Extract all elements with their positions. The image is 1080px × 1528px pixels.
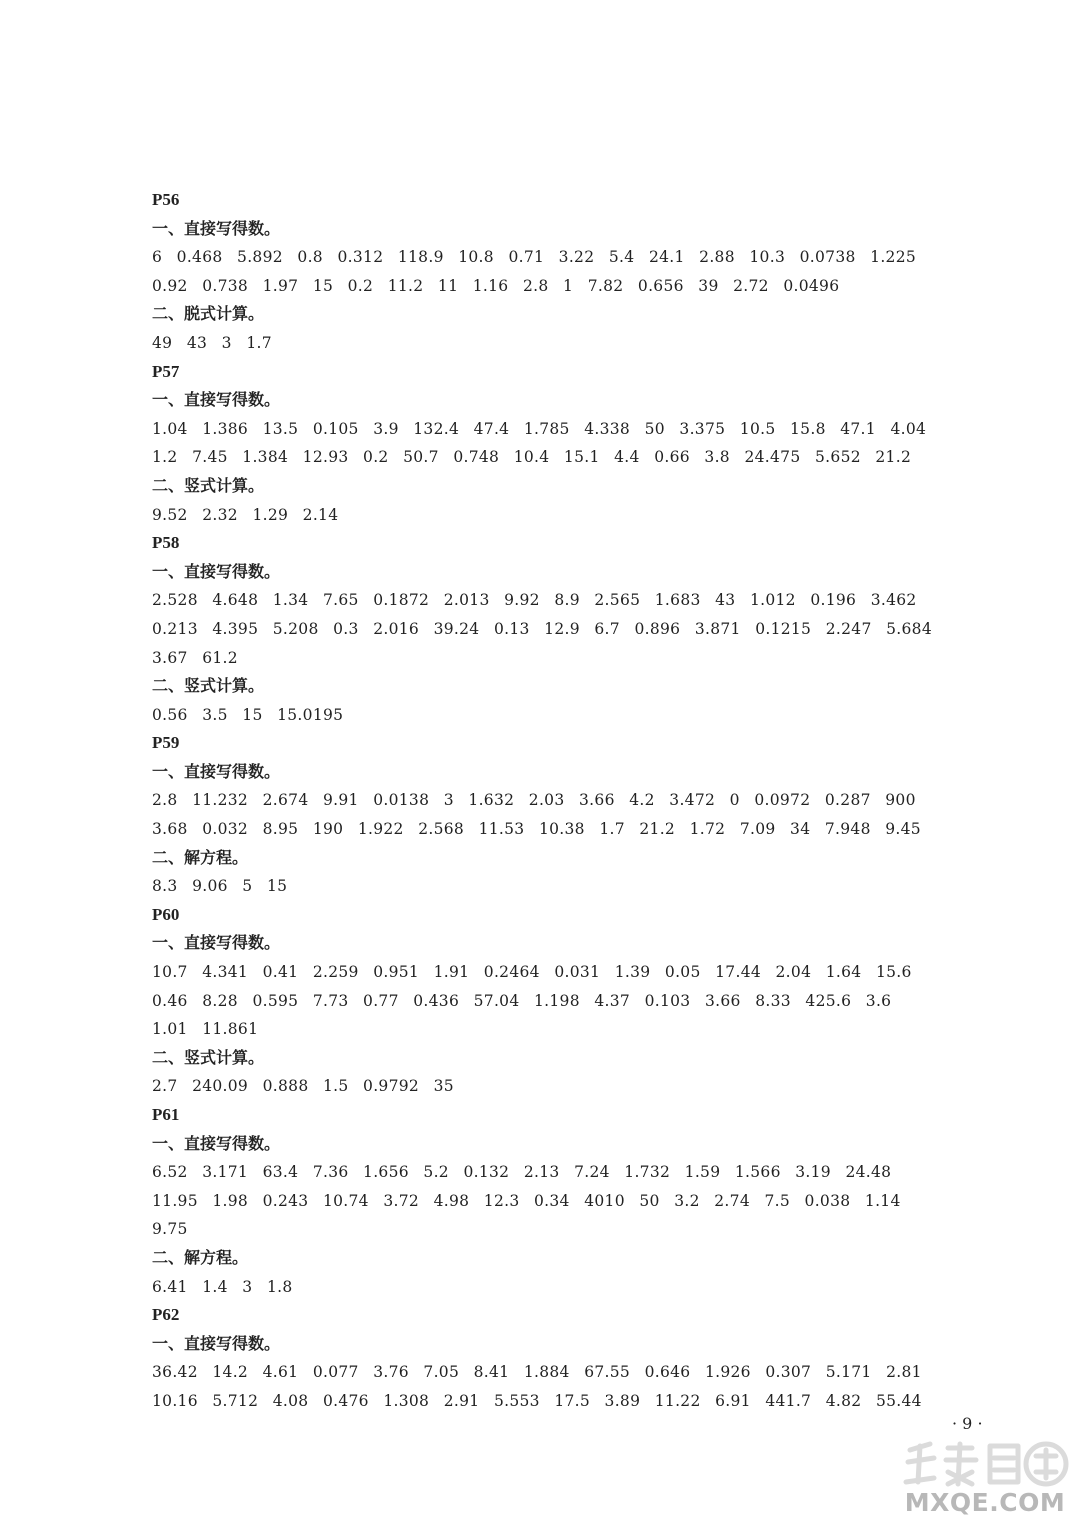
answer-value: 2.8 [522, 276, 549, 295]
answer-value: 12.9 [544, 619, 580, 638]
answer-value: 5 [242, 877, 253, 896]
answer-value: 0.287 [824, 791, 871, 810]
answer-value: 0.038 [804, 1191, 851, 1210]
answer-value: 1.72 [689, 820, 726, 839]
answer-value: 8.95 [262, 820, 299, 839]
section-title: 一、直接写得数。 [152, 390, 281, 410]
answer-value: 7.5 [764, 1191, 791, 1210]
answer-value: 5.553 [493, 1391, 540, 1410]
answer-value: 3.22 [558, 248, 595, 267]
answer-value: 0.34 [534, 1191, 570, 1210]
answer-value: 0.2 [347, 276, 374, 295]
answer-row [152, 958, 1052, 987]
answer-value: 2.32 [202, 505, 238, 524]
section-title: 二、竖式计算。 [152, 475, 265, 495]
answer-value: 10.38 [538, 820, 585, 839]
answer-value: 5.712 [212, 1391, 259, 1410]
answer-value: 0.196 [810, 591, 857, 610]
answer-value: 0.888 [262, 1077, 309, 1096]
page-heading: P58 [152, 533, 180, 553]
answer-value: 35 [433, 1077, 454, 1096]
answer-value: 5.2 [423, 1163, 449, 1182]
answer-value: 7.82 [587, 276, 624, 295]
answer-value: 441.7 [765, 1391, 812, 1410]
answer-value: 1.225 [870, 248, 917, 267]
section-title: 一、直接写得数。 [152, 218, 281, 238]
answer-value: 1.59 [684, 1163, 721, 1182]
answer-value: 0.031 [554, 963, 601, 982]
answer-value: 1.656 [363, 1163, 409, 1182]
answer-value: 1.91 [433, 963, 470, 982]
answer-value: 0.951 [373, 963, 420, 982]
answer-value: 5.684 [886, 619, 932, 638]
answer-value: 0.0138 [373, 791, 430, 810]
answer-value: 9.91 [322, 791, 359, 810]
answer-value: 0.92 [152, 276, 188, 295]
answer-value: 21.2 [875, 448, 912, 467]
answer-value: 1 [563, 276, 574, 295]
answer-value: 0.436 [413, 991, 460, 1010]
answer-value: 8.41 [473, 1363, 510, 1382]
answer-value: 1.012 [749, 591, 796, 610]
answer-value: 2.259 [312, 963, 359, 982]
answer-value: 8.28 [202, 991, 238, 1010]
answer-value: 17.44 [715, 963, 762, 982]
answer-value: 1.884 [523, 1363, 570, 1382]
answer-value: 1.4 [202, 1277, 228, 1296]
answer-value: 7.24 [574, 1163, 610, 1182]
answer-value: 0.476 [322, 1391, 369, 1410]
answer-row [152, 815, 1052, 844]
page-number: · 9 · [952, 1414, 983, 1433]
answer-row [152, 1187, 1052, 1216]
answer-value: 2.04 [775, 963, 812, 982]
answer-row [152, 586, 1052, 615]
answer-value: 3.76 [373, 1363, 409, 1382]
answer-value: 3.68 [152, 820, 188, 839]
answer-value: 1.785 [523, 419, 570, 438]
answer-value: 10.7 [152, 963, 188, 982]
answer-value: 1.5 [322, 1077, 349, 1096]
answer-value: 0.71 [508, 248, 545, 267]
answer-value: 4.338 [584, 419, 631, 438]
answer-row [152, 987, 1052, 1016]
answer-circle-logo-icon [900, 1438, 1070, 1490]
answer-value: 0.896 [634, 619, 681, 638]
answer-value: 50 [644, 419, 665, 438]
answer-value: 17.5 [554, 1391, 591, 1410]
answer-value: 0.56 [152, 705, 188, 724]
answer-value: 1.01 [152, 1020, 188, 1039]
answer-value: 1.632 [468, 791, 515, 810]
answer-value: 1.308 [383, 1391, 430, 1410]
answer-row [152, 1072, 1052, 1101]
answer-value: 63.4 [262, 1163, 299, 1182]
answer-value: 1.2 [152, 448, 178, 467]
answer-value: 2.247 [825, 619, 872, 638]
answer-value: 1.64 [825, 963, 862, 982]
section-title: 二、竖式计算。 [152, 676, 265, 696]
answer-value: 9.92 [504, 591, 540, 610]
answer-value: 0.032 [202, 820, 249, 839]
answer-value: 3.66 [704, 991, 741, 1010]
answer-row [152, 872, 1052, 901]
answer-row [152, 1387, 1052, 1416]
answer-value: 8.9 [554, 591, 580, 610]
page-heading: P56 [152, 190, 180, 209]
answer-value: 4.61 [262, 1363, 299, 1382]
answer-value: 5.171 [825, 1363, 872, 1382]
answer-value: 2.91 [443, 1391, 480, 1410]
answer-value: 0.05 [664, 963, 701, 982]
answer-value: 3.67 [152, 648, 188, 667]
answer-value: 0.13 [493, 619, 530, 638]
answer-value: 4.648 [212, 591, 259, 610]
answer-row [152, 415, 1052, 444]
answer-row [152, 1015, 1052, 1044]
answer-value: 4.395 [212, 619, 259, 638]
answer-value: 7.09 [739, 820, 776, 839]
answer-value: 1.384 [242, 448, 289, 467]
answer-value: 1.7 [246, 333, 272, 352]
answer-value: 5.892 [237, 248, 283, 267]
answer-value: 9.52 [152, 505, 188, 524]
answer-value: 1.39 [614, 963, 651, 982]
answer-value: 2.81 [886, 1363, 922, 1382]
page-heading: P61 [152, 1105, 180, 1124]
answer-value: 0.213 [152, 619, 198, 638]
answer-row [152, 1358, 1052, 1387]
answer-value: 9.06 [192, 877, 228, 896]
answer-value: 11.53 [478, 820, 525, 839]
answer-value: 0.646 [644, 1363, 691, 1382]
answer-value: 10.5 [739, 419, 776, 438]
answer-value: 0.0972 [754, 791, 811, 810]
answer-row [152, 501, 1052, 530]
answer-value: 1.198 [534, 991, 580, 1010]
answer-value: 1.386 [202, 419, 249, 438]
answer-value: 3.2 [674, 1191, 700, 1210]
answer-value: 3.9 [373, 419, 399, 438]
answer-sheet [152, 186, 1052, 1416]
answer-value: 10.16 [152, 1391, 198, 1410]
answer-value: 4.98 [433, 1191, 470, 1210]
answer-value: 1.8 [266, 1277, 293, 1296]
answer-value: 8.33 [755, 991, 791, 1010]
answer-value: 7.948 [824, 820, 871, 839]
answer-value: 0.1215 [755, 619, 812, 638]
answer-value: 4.341 [202, 963, 249, 982]
answer-value: 0.595 [252, 991, 299, 1010]
answer-value: 7.73 [312, 991, 349, 1010]
answer-value: 1.98 [212, 1191, 249, 1210]
answer-row [152, 1158, 1052, 1187]
answer-value: 1.29 [252, 505, 289, 524]
answer-value: 1.04 [152, 419, 188, 438]
answer-value: 50.7 [403, 448, 439, 467]
answer-value: 3.375 [679, 419, 726, 438]
answer-row [152, 1215, 1052, 1244]
answer-value: 0.105 [312, 419, 359, 438]
answer-row [152, 243, 1052, 272]
answer-value: 47.4 [473, 419, 510, 438]
answer-value: 7.05 [423, 1363, 460, 1382]
answer-value: 0.468 [176, 248, 223, 267]
answer-value: 7.45 [192, 448, 228, 467]
answer-value: 67.55 [584, 1363, 631, 1382]
answer-value: 1.926 [704, 1363, 751, 1382]
answer-value: 24.48 [845, 1163, 892, 1182]
page-heading: P60 [152, 904, 180, 924]
answer-value: 15.1 [563, 448, 600, 467]
answer-value: 10.8 [458, 248, 494, 267]
answer-value: 3.89 [604, 1391, 641, 1410]
answer-value: 3.171 [202, 1163, 249, 1182]
answer-value: 55.44 [875, 1391, 922, 1410]
answer-value: 190 [312, 820, 344, 839]
answer-value: 39 [698, 276, 719, 295]
answer-value: 3.6 [865, 991, 892, 1010]
answer-value: 13.5 [262, 419, 299, 438]
section-title: 二、竖式计算。 [152, 1047, 265, 1067]
section-title: 一、直接写得数。 [152, 1133, 281, 1153]
answer-value: 900 [885, 791, 916, 810]
answer-value: 34 [790, 820, 811, 839]
answer-value: 1.16 [472, 276, 509, 295]
answer-value: 5.652 [815, 448, 861, 467]
answer-value: 14.2 [212, 1363, 249, 1382]
answer-value: 425.6 [805, 991, 852, 1010]
answer-value: 2.88 [699, 248, 735, 267]
answer-value: 2.7 [152, 1077, 178, 1096]
answer-value: 11 [437, 276, 459, 295]
section-title: 一、直接写得数。 [152, 933, 281, 953]
answer-value: 3.19 [795, 1163, 831, 1182]
answer-value: 15 [312, 276, 334, 295]
answer-value: 3 [221, 333, 232, 352]
answer-value: 0.077 [312, 1363, 359, 1382]
answer-value: 50 [639, 1191, 660, 1210]
answer-value: 4.08 [272, 1391, 309, 1410]
answer-value: 3.5 [202, 705, 228, 724]
answer-value: 0.8 [297, 248, 323, 267]
answer-value: 3.462 [870, 591, 917, 610]
answer-value: 0.41 [262, 963, 299, 982]
answer-value: 0.2464 [483, 963, 540, 982]
answer-value: 4.37 [594, 991, 631, 1010]
answer-value: 24.1 [648, 248, 685, 267]
answer-value: 2.674 [262, 791, 309, 810]
answer-value: 2.528 [152, 591, 198, 610]
section-title: 一、直接写得数。 [152, 761, 281, 781]
answer-value: 0.656 [637, 276, 684, 295]
answer-value: 6.7 [594, 619, 620, 638]
answer-value: 2.74 [714, 1191, 750, 1210]
answer-value: 43 [186, 333, 208, 352]
answer-value: 3.66 [579, 791, 615, 810]
answer-value: 4.2 [629, 791, 655, 810]
answer-row [152, 644, 1052, 673]
answer-value: 2.016 [373, 619, 420, 638]
answer-value: 0.77 [363, 991, 399, 1010]
answer-value: 6.41 [152, 1277, 188, 1296]
answer-value: 15 [266, 877, 288, 896]
answer-value: 0 [729, 791, 740, 810]
page-heading: P62 [152, 1305, 180, 1325]
answer-row [152, 329, 1052, 358]
answer-value: 11.2 [387, 276, 424, 295]
answer-value: 0.9792 [363, 1077, 420, 1096]
answer-value: 1.97 [262, 276, 299, 295]
answer-value: 7.65 [322, 591, 359, 610]
answer-value: 0.312 [337, 248, 384, 267]
answer-value: 4010 [584, 1191, 625, 1210]
answer-value: 21.2 [639, 820, 676, 839]
answer-value: 7.36 [312, 1163, 349, 1182]
answer-value: 15.6 [875, 963, 912, 982]
answer-value: 15 [242, 705, 263, 724]
watermark-text: MXQE.COM [904, 1488, 1066, 1517]
section-title: 二、脱式计算。 [152, 304, 265, 324]
answer-value: 0.748 [453, 448, 500, 467]
answer-value: 24.475 [744, 448, 801, 467]
answer-value: 11.95 [152, 1191, 198, 1210]
answer-value: 2.568 [418, 820, 465, 839]
answer-value: 0.738 [202, 276, 249, 295]
answer-value: 118.9 [397, 248, 444, 267]
answer-value: 1.732 [624, 1163, 671, 1182]
answer-value: 8.3 [152, 877, 178, 896]
answer-value: 1.683 [654, 591, 701, 610]
answer-value: 12.93 [302, 448, 349, 467]
answer-value: 132.4 [413, 419, 460, 438]
answer-value: 2.013 [443, 591, 490, 610]
answer-value: 9.45 [885, 820, 921, 839]
answer-value: 11.861 [202, 1020, 259, 1039]
answer-value: 11.22 [654, 1391, 701, 1410]
section-title: 一、直接写得数。 [152, 561, 281, 581]
answer-value: 2.13 [523, 1163, 560, 1182]
section-title: 二、解方程。 [152, 1247, 249, 1267]
answer-value: 10.3 [749, 248, 786, 267]
answer-value: 3 [443, 791, 454, 810]
answer-value: 0.2 [363, 448, 389, 467]
answer-row [152, 786, 1052, 815]
answer-value: 15.0195 [277, 705, 344, 724]
answer-value: 11.232 [192, 791, 249, 810]
answer-value: 36.42 [152, 1363, 198, 1382]
answer-value: 3.72 [383, 1191, 420, 1210]
watermark [900, 1438, 1070, 1524]
answer-row [152, 1273, 1052, 1302]
answer-value: 3.871 [694, 619, 741, 638]
section-title: 一、直接写得数。 [152, 1333, 281, 1353]
answer-row [152, 701, 1052, 730]
answer-value: 4.82 [825, 1391, 862, 1410]
answer-value: 12.3 [483, 1191, 520, 1210]
answer-value: 2.14 [302, 505, 339, 524]
answer-value: 2.565 [594, 591, 641, 610]
answer-value: 240.09 [192, 1077, 249, 1096]
answer-value: 3.8 [704, 448, 730, 467]
answer-value: 1.922 [357, 820, 404, 839]
answer-value: 0.66 [654, 448, 690, 467]
section-title: 二、解方程。 [152, 847, 249, 867]
answer-value: 1.34 [272, 591, 309, 610]
answer-value: 6.91 [715, 1391, 751, 1410]
answer-value: 49 [152, 333, 173, 352]
answer-value: 10.4 [513, 448, 550, 467]
answer-value: 1.566 [734, 1163, 781, 1182]
answer-value: 6 [152, 248, 163, 267]
answer-value: 0.103 [644, 991, 691, 1010]
answer-value: 4.4 [614, 448, 640, 467]
answer-value: 5.208 [272, 619, 319, 638]
answer-value: 43 [715, 591, 736, 610]
answer-value: 0.0496 [783, 276, 840, 295]
answer-row [152, 443, 1052, 472]
answer-value: 3 [242, 1277, 253, 1296]
answer-value: 61.2 [202, 648, 238, 667]
answer-value: 2.72 [733, 276, 769, 295]
answer-value: 6.52 [152, 1163, 188, 1182]
answer-value: 57.04 [473, 991, 520, 1010]
page-heading: P57 [152, 361, 180, 381]
answer-value: 3.472 [669, 791, 716, 810]
answer-value: 0.0738 [799, 248, 856, 267]
answer-value: 2.03 [528, 791, 565, 810]
answer-row [152, 615, 1052, 644]
answer-row [152, 272, 1052, 301]
page-heading: P59 [152, 733, 180, 753]
answer-value: 2.8 [152, 791, 178, 810]
answer-value: 9.75 [152, 1220, 188, 1239]
answer-value: 39.24 [433, 619, 480, 638]
answer-value: 15.8 [790, 419, 826, 438]
answer-value: 0.3 [333, 619, 359, 638]
answer-value: 0.1872 [373, 591, 430, 610]
answer-value: 0.243 [262, 1191, 309, 1210]
answer-value: 10.74 [322, 1191, 369, 1210]
answer-value: 47.1 [840, 419, 876, 438]
answer-value: 1.7 [599, 820, 625, 839]
answer-value: 0.46 [152, 991, 188, 1010]
answer-value: 0.307 [765, 1363, 812, 1382]
answer-value: 0.132 [463, 1163, 510, 1182]
answer-value: 4.04 [890, 419, 927, 438]
answer-value: 1.14 [864, 1191, 901, 1210]
answer-value: 5.4 [608, 248, 635, 267]
